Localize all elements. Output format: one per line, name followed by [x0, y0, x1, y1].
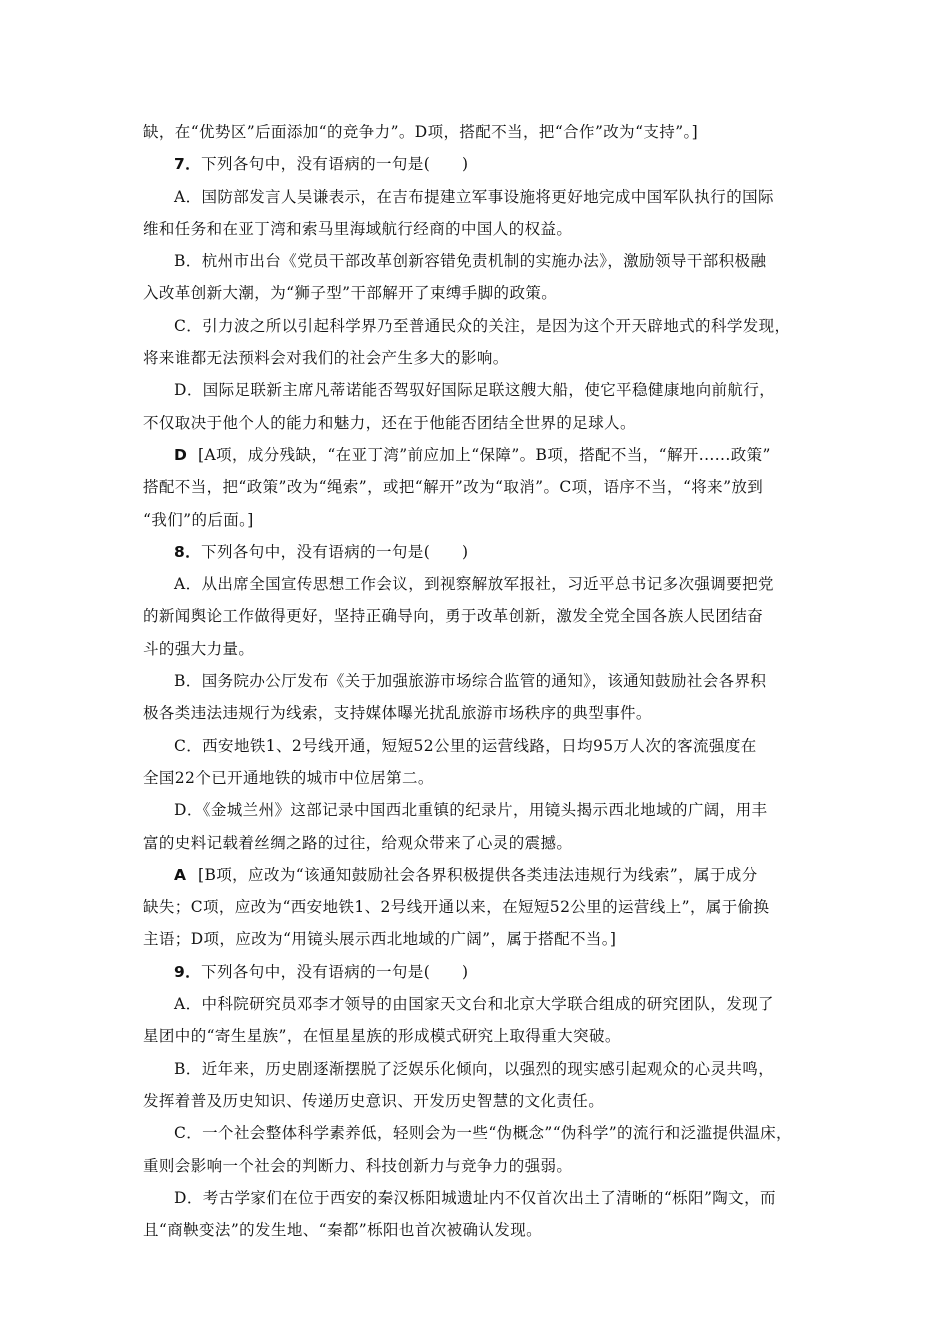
- option-line: 全国22个已开通地铁的城市中位居第二。: [143, 768, 434, 787]
- option-line: 入改革创新大潮，为“狮子型”干部解开了束缚手脚的政策。: [143, 284, 558, 303]
- option-line: 星团中的“寄生星族”，在恒星星族的形成模式研究上取得重大突破。: [143, 1027, 621, 1046]
- option-line: B．近年来，历史剧逐渐摆脱了泛娱乐化倾向，以强烈的现实感引起观众的心灵共鸣，: [174, 1059, 775, 1078]
- option-line: B．国务院办公厅发布《关于加强旅游市场综合监管的通知》，该通知鼓励社会各界积: [174, 672, 767, 691]
- answer-line: 搭配不当，把“政策”改为“绳索”，或把“解开”改为“取消”。C项，语序不当，“将来”放到: [143, 478, 764, 497]
- question-number: 7．: [174, 155, 202, 174]
- answer-7: [143, 439, 811, 471]
- answer-letter: A: [174, 865, 187, 884]
- option-line: C．一个社会整体科学素养低，轻则会为一些“伪概念”“伪科学”的流行和泛滥提供温床，: [174, 1124, 792, 1143]
- question-number: 9．: [174, 962, 202, 981]
- option-line: A．从出席全国宣传思想工作会议，到视察解放军报社，习近平总书记多次强调要把党: [174, 575, 774, 594]
- answer-8: [143, 859, 811, 891]
- option-line: 重则会影响一个社会的判断力、科技创新力与竞争力的强弱。: [143, 1156, 573, 1175]
- answer-line: 主语；D项，应改为“用镜头展示西北地域的广阔”，属于搭配不当。]: [143, 930, 617, 949]
- option-line: 维和任务和在亚丁湾和索马里海域航行经商的中国人的权益。: [143, 219, 573, 238]
- question-9-stem: [143, 956, 811, 988]
- text-line: 缺，在“优势区”后面添加“的竞争力”。D项，搭配不当，把“合作”改为“支持”。]: [143, 123, 699, 141]
- question-text: 下列各句中，没有语病的一句是( ): [201, 155, 469, 174]
- option-line: 的新闻舆论工作做得更好，坚持正确导向，勇于改革创新，激发全党全国各族人民团结奋: [143, 607, 764, 626]
- option-line: 极各类违法违规行为线索，支持媒体曝光扰乱旅游市场秩序的典型事件。: [143, 704, 652, 723]
- option-line: 不仅取决于他个人的能力和魅力，还在于他能否团结全世界的足球人。: [143, 413, 636, 432]
- document-page: [143, 116, 811, 1246]
- question-number: 8．: [174, 542, 202, 561]
- question-text: 下列各句中，没有语病的一句是( ): [201, 962, 469, 981]
- option-line: 富的史料记载着丝绸之路的过往，给观众带来了心灵的震撼。: [143, 833, 573, 852]
- option-line: D．考古学家们在位于西安的秦汉栎阳城遗址内不仅首次出土了清晰的“栎阳”陶文，而: [174, 1188, 776, 1207]
- answer-explanation: [A项，成分残缺，“在亚丁湾”前应加上“保障”。B项，搭配不当，“解开......政策”: [198, 445, 771, 464]
- option-line: B．杭州市出台《党员干部改革创新容错免责机制的实施办法》，激励领导干部积极融: [174, 252, 767, 271]
- option-line: C．西安地铁1、2号线开通，短短52公里的运营线路，日均95万人次的客流强度在: [174, 736, 757, 755]
- option-line: A．国防部发言人吴谦表示，在吉布提建立军事设施将更好地完成中国军队执行的国际: [174, 187, 774, 206]
- option-line: 斗的强大力量。: [143, 639, 255, 658]
- answer-letter: D: [174, 445, 188, 464]
- answer-line: “我们”的后面。]: [143, 510, 254, 529]
- answer-explanation: [B项，应改为“该通知鼓励社会各界积极提供各类违法违规行为线索”，属于成分: [198, 865, 758, 884]
- answer-line: 缺失；C项，应改为“西安地铁1、2号线开通以来，在短短52公里的运营线上”，属于偷换: [143, 898, 770, 917]
- question-8-stem: [143, 536, 811, 568]
- option-line: D．国际足联新主席凡蒂诺能否驾驭好国际足联这艘大船，使它平稳健康地向前航行，: [174, 381, 776, 400]
- option-line: C．引力波之所以引起科学界乃至普通民众的关注，是因为这个开天辟地式的科学发现，: [174, 316, 791, 335]
- option-line: 且“商鞅变法”的发生地、“秦都”栎阳也首次被确认发现。: [143, 1221, 542, 1240]
- option-line: 发挥着普及历史知识、传递历史意识、开发历史智慧的文化责任。: [143, 1091, 605, 1110]
- question-text: 下列各句中，没有语病的一句是( ): [201, 542, 469, 561]
- option-line: D．《金城兰州》这部记录中国西北重镇的纪录片，用镜头揭示西北地域的广阔，用丰: [174, 801, 768, 820]
- option-line: 将来谁都无法预料会对我们的社会产生多大的影响。: [143, 349, 509, 368]
- option-line: A．中科院研究员邓李才领导的由国家天文台和北京大学联合组成的研究团队，发现了: [174, 995, 774, 1014]
- question-7-stem: [143, 148, 811, 180]
